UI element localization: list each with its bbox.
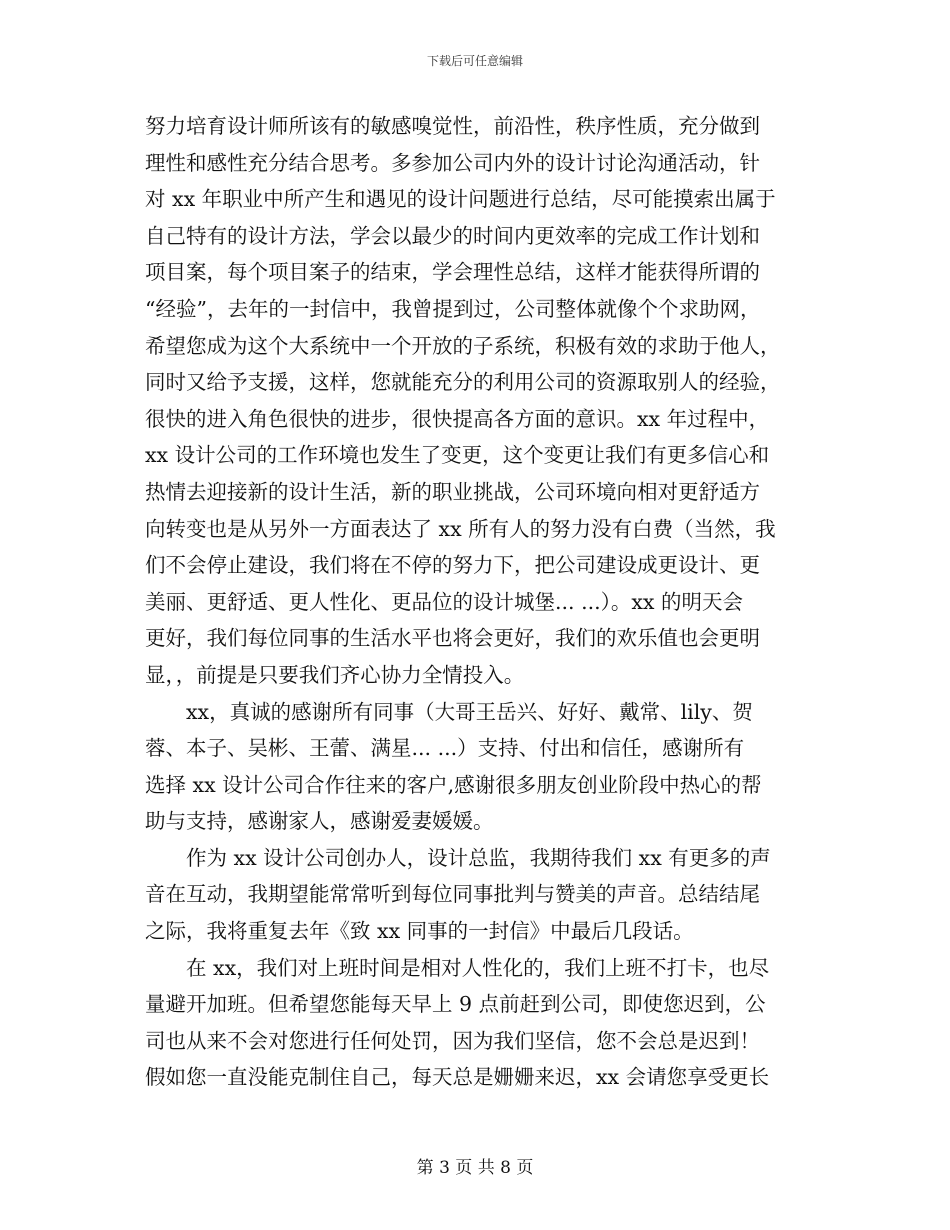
page-header: 下载后可任意编辑 [426, 54, 523, 68]
text-line: 显，，前提是只要我们齐心协力全情投入。 [145, 662, 525, 687]
text-line: 助与支持，感谢家人，感谢爱妻媛媛。 [145, 809, 494, 834]
text-line: 选择 xx 设计公司合作往来的客户,感谢很多朋友创业阶段中热心的帮 [145, 772, 762, 797]
text-line: 项目案，每个项目案子的结束，学会理性总结，这样才能获得所谓的 [145, 260, 760, 285]
text-line: 量避开加班。但希望您能每天早上 9 点前赶到公司，即使您迟到，公 [145, 992, 766, 1017]
text-line: 作为 xx 设计公司创办人，设计总监，我期待我们 xx 有更多的声 [145, 845, 771, 870]
text-line: 自己特有的设计方法，学会以最少的时间内更效率的完成工作计划和 [145, 223, 760, 248]
text-line: 希望您成为这个大系统中一个开放的子系统，积极有效的求助于他人， [145, 333, 781, 358]
text-line: 之际，我将重复去年《致 xx 同事的一封信》中最后几段话。 [145, 919, 694, 944]
text-line: 在 xx，我们对上班时间是相对人性化的，我们上班不打卡，也尽 [145, 955, 770, 980]
text-line: 对 xx 年职业中所产生和遇见的设计问题进行总结，尽可能摸索出属于 [145, 187, 776, 212]
text-line: 理性和感性充分结合思考。多参加公司内外的设计讨论沟通活动，针 [145, 150, 760, 175]
text-line: 热情去迎接新的设计生活，新的职业挑战，公司环境向相对更舒适方 [145, 479, 760, 504]
text-line: 假如您一直没能克制住自己，每天总是姗姗来迟，xx 会请您享受更长 [145, 1065, 770, 1090]
text-line: 向转变也是从另外一方面表达了 xx 所有人的努力没有白费（当然，我 [145, 516, 776, 541]
text-line: 努力培育设计师所该有的敏感嗅觉性，前沿性，秩序性质，充分做到 [145, 114, 760, 138]
text-line: 美丽、更舒适、更人性化、更品位的设计城堡... ...）。xx 的明天会 [145, 589, 744, 614]
page-number-footer: 第 3 页 共 8 页 [416, 1158, 534, 1178]
text-line: 司也从来不会对您进行任何处罚，因为我们坚信，您不会总是迟到！ [145, 1028, 760, 1053]
text-line: 蓉、本子、吴彬、王蕾、满星... ...）支持、付出和信任，感谢所有 [145, 736, 745, 761]
text-line: 更好，我们每位同事的生活水平也将会更好，我们的欢乐值也会更明 [145, 626, 760, 651]
text-line: xx 设计公司的工作环境也发生了变更，这个变更让我们有更多信心和 [145, 443, 770, 468]
text-line: “经验”，去年的一封信中，我曾提到过，公司整体就像个个求助网， [145, 296, 761, 321]
text-line: xx，真诚的感谢所有同事（大哥王岳兴、好好、戴常、lily、贺 [145, 699, 753, 724]
document-body [145, 108, 810, 1096]
text-line: 们不会停止建设，我们将在不停的努力下，把公司建设成更设计、更 [145, 553, 760, 578]
text-line: 很快的进入角色很快的进步，很快提高各方面的意识。xx 年过程中， [145, 406, 770, 431]
text-line: 同时又给予支援，这样，您就能充分的利用公司的资源取别人的经验， [145, 370, 781, 395]
text-line: 音在互动，我期望能常常听到每位同事批判与赞美的声音。总结结尾 [145, 882, 760, 907]
